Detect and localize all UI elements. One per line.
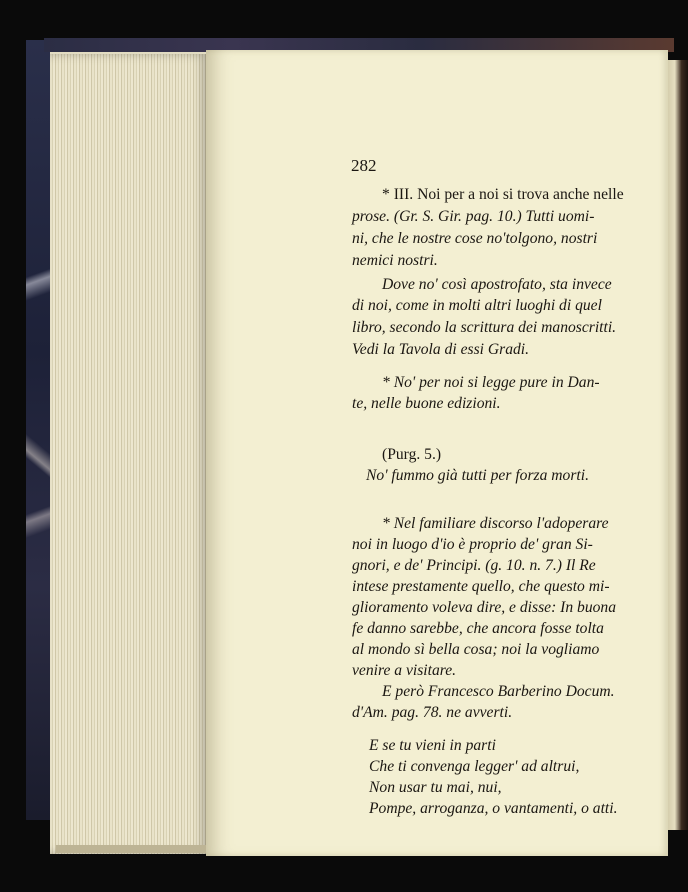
text-line: Vedi la Tavola di essi Gradi.: [352, 341, 530, 358]
verse-line: E se tu vieni in parti: [369, 737, 496, 754]
page-edges-bottom: [56, 845, 206, 853]
page-edges-stack: [50, 52, 210, 854]
text-line: al mondo sì bella cosa; noi la vogliamo: [352, 641, 600, 658]
text-line: glioramento voleva dire, e disse: In buona: [352, 599, 617, 616]
text-line: noi in luogo d'io è proprio de' gran Si-: [352, 536, 593, 553]
text-line: No' fummo già tutti per forza morti.: [366, 467, 589, 484]
verse-line: Non usar tu mai, nui,: [369, 779, 502, 796]
text-line: te, nelle buone edizioni.: [352, 395, 501, 412]
page-text: [206, 50, 668, 856]
verse-line: Che ti convenga legger' ad altrui,: [369, 758, 580, 775]
text-line: fe danno sarebbe, che ancora fosse tolta: [352, 620, 604, 637]
text-line: di noi, come in molti altri luoghi di quel: [352, 297, 602, 314]
text-line: d'Am. pag. 78. ne avverti.: [352, 704, 513, 721]
text-line: venire a visitare.: [352, 662, 457, 679]
text-line: Dove no' così apostrofato, sta invece: [382, 276, 612, 293]
text-line: nemici nostri.: [352, 252, 438, 269]
text-line: * III. Noi per a noi si trova anche nelle: [382, 186, 624, 203]
text-line: gnori, e de' Principi. (g. 10. n. 7.) Il Re: [352, 557, 596, 574]
text-line: E però Francesco Barberino Docum.: [382, 683, 615, 700]
facing-page-edge: [666, 60, 688, 830]
verse-line: Pompe, arroganza, o vantamenti, o atti.: [369, 800, 618, 817]
text-line: ni, che le nostre cose no'tolgono, nostri: [352, 230, 598, 247]
page-number: 282: [351, 156, 377, 175]
text-line: * Nel familiare discorso l'adoperare: [382, 515, 609, 532]
book-page: [206, 50, 668, 856]
text-line: prose. (Gr. S. Gir. pag. 10.) Tutti uomi-: [352, 208, 595, 225]
text-line: intese prestamente quello, che questo mi-: [352, 578, 610, 595]
text-line: * No' per noi si legge pure in Dan-: [382, 374, 600, 391]
text-line: libro, secondo la scrittura dei manoscritti.: [352, 319, 617, 336]
text-line: (Purg. 5.): [382, 446, 442, 463]
